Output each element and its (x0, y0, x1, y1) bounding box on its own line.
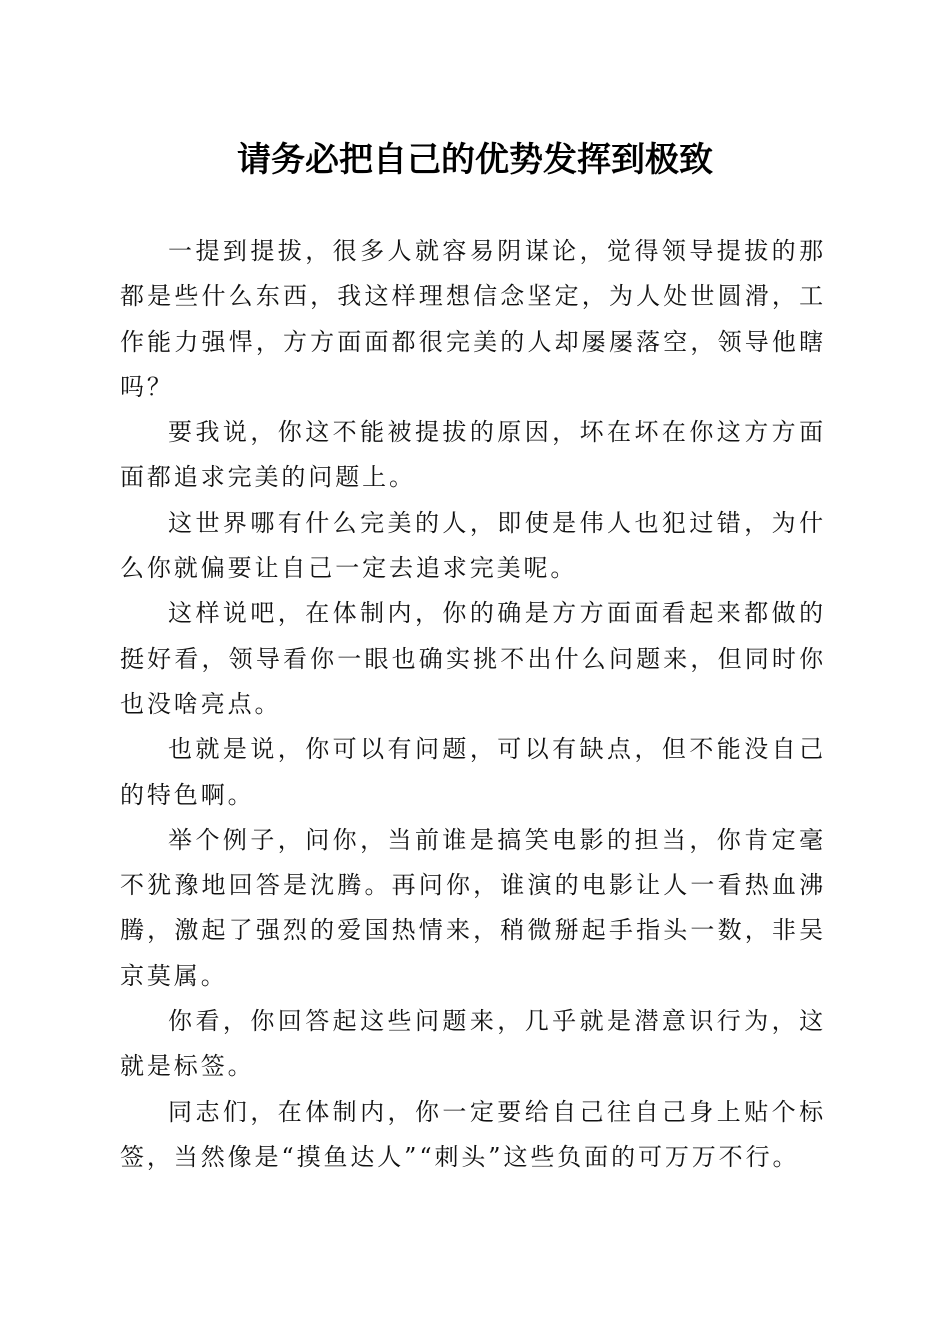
paragraph: 这样说吧，在体制内，你的确是方方面面看起来都做的挺好看，领导看你一眼也确实挑不出什么问题来，但同时你也没啥亮点。 (120, 599, 826, 718)
paragraph: 举个例子，问你，当前谁是搞笑电影的担当，你肯定毫不犹豫地回答是沈腾。再问你，谁演的电影让人一看热血沸腾，激起了强烈的爱国热情来，稍微掰起手指头一数，非吴京莫属。 (120, 825, 826, 990)
paragraph: 这世界哪有什么完美的人，即使是伟人也犯过错，为什么你就偏要让自己一定去追求完美呢。 (120, 508, 826, 583)
paragraph: 你看，你回答起这些问题来，几乎就是潜意识行为，这就是标签。 (120, 1007, 826, 1081)
paragraph: 也就是说，你可以有问题，可以有缺点，但不能没自己的特色啊。 (120, 735, 826, 809)
paragraph: 同志们，在体制内，你一定要给自己往自己身上贴个标签，当然像是“摸鱼达人”“刺头”这些负面的可万万不行。 (120, 1097, 826, 1171)
document-body (120, 229, 826, 1180)
paragraph: 要我说，你这不能被提拔的原因，坏在坏在你这方方面面都追求完美的问题上。 (120, 418, 826, 492)
document-title: 请务必把自己的优势发挥到极致 (237, 140, 713, 180)
paragraph: 一提到提拔，很多人就容易阴谋论，觉得领导提拔的那都是些什么东西，我这样理想信念坚定，为人处世圆滑，工作能力强悍，方方面面都很完美的人却屡屡落空，领导他瞎吗？ (120, 237, 826, 401)
